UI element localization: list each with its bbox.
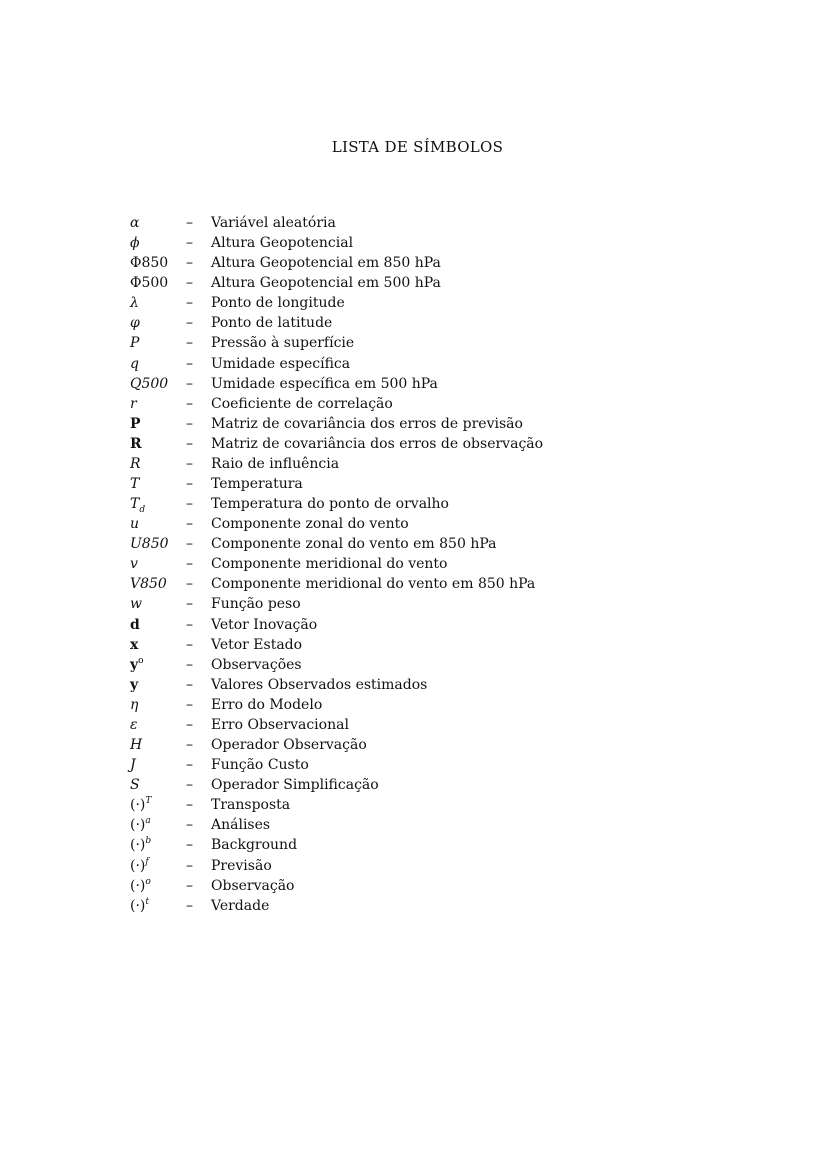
symbol-description: Observação [211, 877, 295, 894]
symbol-row [130, 755, 690, 775]
symbol [130, 394, 137, 414]
symbol-description: Análises [211, 817, 271, 834]
symbol-base: (·) [130, 817, 146, 834]
separator-dash: – [186, 395, 193, 412]
separator-dash: – [186, 355, 193, 372]
separator-dash: – [186, 696, 193, 713]
symbol [130, 233, 140, 253]
symbol-row [130, 554, 690, 574]
separator-dash: – [186, 877, 193, 894]
symbol [130, 876, 151, 896]
symbol [130, 434, 142, 454]
symbol-base: P [130, 335, 140, 352]
symbol-row [130, 675, 690, 695]
separator-dash: – [186, 616, 193, 633]
separator-dash: – [186, 837, 193, 854]
symbol-row [130, 434, 690, 454]
symbol-description: Erro Observacional [211, 716, 349, 733]
symbol-description: Função peso [211, 596, 301, 613]
symbol-base: u [130, 516, 140, 533]
symbol-description: Componente zonal do vento [211, 516, 409, 533]
symbol-row [130, 374, 690, 394]
symbol [130, 554, 138, 574]
symbol [130, 213, 139, 233]
symbol-row [130, 735, 690, 755]
symbol-row [130, 876, 690, 896]
symbol-base: w [130, 596, 142, 613]
symbol [130, 454, 141, 474]
symbol-base: T [130, 476, 140, 493]
symbol-description: Componente meridional do vento em 850 hPa [211, 576, 536, 593]
symbol-description: Componente meridional do vento [211, 556, 448, 573]
symbol-base: (·) [130, 857, 146, 874]
separator-dash: – [186, 596, 193, 613]
symbol-row [130, 293, 690, 313]
separator-dash: – [186, 716, 193, 733]
symbol-description: Temperatura do ponto de orvalho [211, 496, 449, 513]
symbol-list [130, 213, 690, 916]
symbol-description: Operador Simplificação [211, 777, 379, 794]
separator-dash: – [186, 516, 193, 533]
symbol-row [130, 354, 690, 374]
symbol [130, 795, 151, 815]
symbol-row [130, 775, 690, 795]
symbol-base: (·) [130, 797, 146, 814]
symbol-row [130, 514, 690, 534]
symbol-description: Background [211, 837, 298, 854]
symbol-superscript: t [145, 896, 149, 907]
symbol [130, 273, 168, 293]
symbol-row [130, 333, 690, 353]
separator-dash: – [186, 576, 193, 593]
separator-dash: – [186, 777, 193, 794]
symbol-row [130, 815, 690, 835]
symbol [130, 675, 138, 695]
separator-dash: – [186, 435, 193, 452]
symbol-superscript: f [145, 856, 149, 867]
symbol-row [130, 394, 690, 414]
symbol [130, 574, 167, 594]
symbol-description: Verdade [211, 897, 270, 914]
symbol-base: V850 [130, 576, 167, 593]
symbol-base: P [130, 415, 141, 432]
symbol-superscript: o [138, 655, 144, 666]
symbol-row [130, 253, 690, 273]
symbol-base: (·) [130, 897, 146, 914]
symbol-base: ϕ [130, 235, 140, 252]
separator-dash: – [186, 315, 193, 332]
separator-dash: – [186, 897, 193, 914]
symbol-description: Componente zonal do vento em 850 hPa [211, 536, 497, 553]
symbol-row [130, 213, 690, 233]
separator-dash: – [186, 636, 193, 653]
symbol [130, 514, 139, 534]
symbol-description: Erro do Modelo [211, 696, 323, 713]
symbol-superscript: a [145, 816, 151, 827]
symbol-row [130, 474, 690, 494]
separator-dash: – [186, 676, 193, 693]
separator-dash: – [186, 556, 193, 573]
symbol [130, 374, 168, 394]
symbol [130, 474, 139, 494]
separator-dash: – [186, 817, 193, 834]
symbol-description: Temperatura [211, 476, 303, 493]
symbol-subscript: d [139, 505, 146, 516]
symbol-base: (·) [130, 877, 146, 894]
symbol-base: U850 [130, 536, 169, 553]
symbol-base: y [130, 676, 139, 693]
symbol-description: Ponto de longitude [211, 295, 345, 312]
symbol-row [130, 534, 690, 554]
symbol-row [130, 615, 690, 635]
separator-dash: – [186, 536, 193, 553]
separator-dash: – [186, 375, 193, 392]
symbol-superscript: o [145, 876, 151, 887]
symbol-base: x [130, 636, 139, 653]
symbol-base: T [130, 496, 140, 513]
symbol-row [130, 896, 690, 916]
symbol [130, 253, 168, 273]
symbol-row [130, 494, 690, 514]
separator-dash: – [186, 737, 193, 754]
symbol-base: q [130, 355, 139, 372]
symbol [130, 494, 145, 514]
symbol-description: Função Custo [211, 757, 309, 774]
symbol-description: Vetor Estado [211, 636, 303, 653]
symbol [130, 695, 138, 715]
symbol-description: Altura Geopotencial em 500 hPa [211, 275, 441, 292]
symbol-row [130, 655, 690, 675]
symbol-base: λ [130, 295, 139, 312]
symbol [130, 293, 139, 313]
symbol [130, 333, 139, 353]
symbol-row [130, 695, 690, 715]
symbol-description: Vetor Inovação [211, 616, 318, 633]
symbol-base: η [130, 696, 139, 713]
symbol-base: α [130, 215, 140, 231]
symbol-description: Umidade específica [211, 355, 351, 372]
separator-dash: – [186, 757, 193, 774]
symbol-description: Previsão [211, 857, 272, 874]
symbol-description: Coeficiente de correlação [211, 395, 393, 412]
symbol-base: (·) [130, 837, 146, 854]
symbol [130, 735, 142, 755]
symbol-description: Valores Observados estimados [211, 676, 428, 693]
symbol-base: ε [130, 716, 138, 733]
symbol-description: Altura Geopotencial em 850 hPa [211, 255, 441, 272]
separator-dash: – [186, 255, 193, 272]
symbol-base: Q500 [130, 375, 169, 392]
separator-dash: – [186, 215, 193, 231]
page-title: LISTA DE SÍMBOLOS [331, 138, 504, 156]
separator-dash: – [186, 476, 193, 493]
symbol [130, 715, 138, 735]
symbol-base: φ [130, 315, 140, 332]
separator-dash: – [186, 275, 193, 292]
symbol [130, 775, 140, 795]
symbol-base: Φ500 [130, 275, 169, 292]
symbol-row [130, 856, 690, 876]
symbol-base: S [130, 777, 140, 794]
symbol-row [130, 835, 690, 855]
separator-dash: – [186, 656, 193, 673]
symbol-base: Φ850 [130, 255, 169, 272]
symbol-base: v [130, 556, 138, 573]
symbol [130, 615, 140, 635]
separator-dash: – [186, 415, 193, 432]
symbol [130, 354, 139, 374]
symbol-base: y [130, 656, 139, 673]
symbol [130, 313, 140, 333]
symbol-description: Raio de influência [211, 455, 340, 472]
symbol-description: Observações [211, 656, 302, 673]
separator-dash: – [186, 335, 193, 352]
symbol [130, 815, 151, 835]
symbol-description: Altura Geopotencial [211, 235, 354, 252]
symbol-row [130, 273, 690, 293]
symbol-description: Ponto de latitude [211, 315, 333, 332]
symbol-row [130, 454, 690, 474]
separator-dash: – [186, 295, 193, 312]
symbol [130, 896, 149, 916]
symbol-row [130, 313, 690, 333]
symbol-base: R [130, 455, 141, 472]
symbol [130, 655, 144, 675]
symbol [130, 856, 149, 876]
separator-dash: – [186, 455, 193, 472]
symbol-row [130, 594, 690, 614]
symbol-row [130, 715, 690, 735]
symbol-description: Umidade específica em 500 hPa [211, 375, 438, 392]
symbol-base: H [130, 737, 143, 754]
symbol-row [130, 635, 690, 655]
symbol-description: Matriz de covariância dos erros de observação [211, 435, 544, 452]
symbol-base: d [130, 616, 140, 633]
symbol [130, 534, 169, 554]
symbol [130, 755, 136, 775]
symbol-base: J [130, 757, 136, 774]
symbol [130, 835, 151, 855]
separator-dash: – [186, 235, 193, 252]
symbol-superscript: b [145, 836, 152, 847]
symbol-description: Operador Observação [211, 737, 367, 754]
symbol-row [130, 795, 690, 815]
symbol-row [130, 233, 690, 253]
separator-dash: – [186, 857, 193, 874]
symbol-base: R [130, 435, 142, 452]
symbol-description: Pressão à superfície [211, 335, 355, 352]
symbol-description: Matriz de covariância dos erros de previsão [211, 415, 523, 432]
symbol [130, 635, 138, 655]
symbol-superscript: T [145, 796, 152, 807]
symbol-row [130, 414, 690, 434]
separator-dash: – [186, 496, 193, 513]
symbol-base: r [130, 395, 137, 412]
symbol [130, 594, 142, 614]
separator-dash: – [186, 797, 193, 814]
symbol [130, 414, 141, 434]
symbol-row [130, 574, 690, 594]
symbol-description: Variável aleatória [211, 215, 336, 231]
symbol-description: Transposta [211, 797, 291, 814]
